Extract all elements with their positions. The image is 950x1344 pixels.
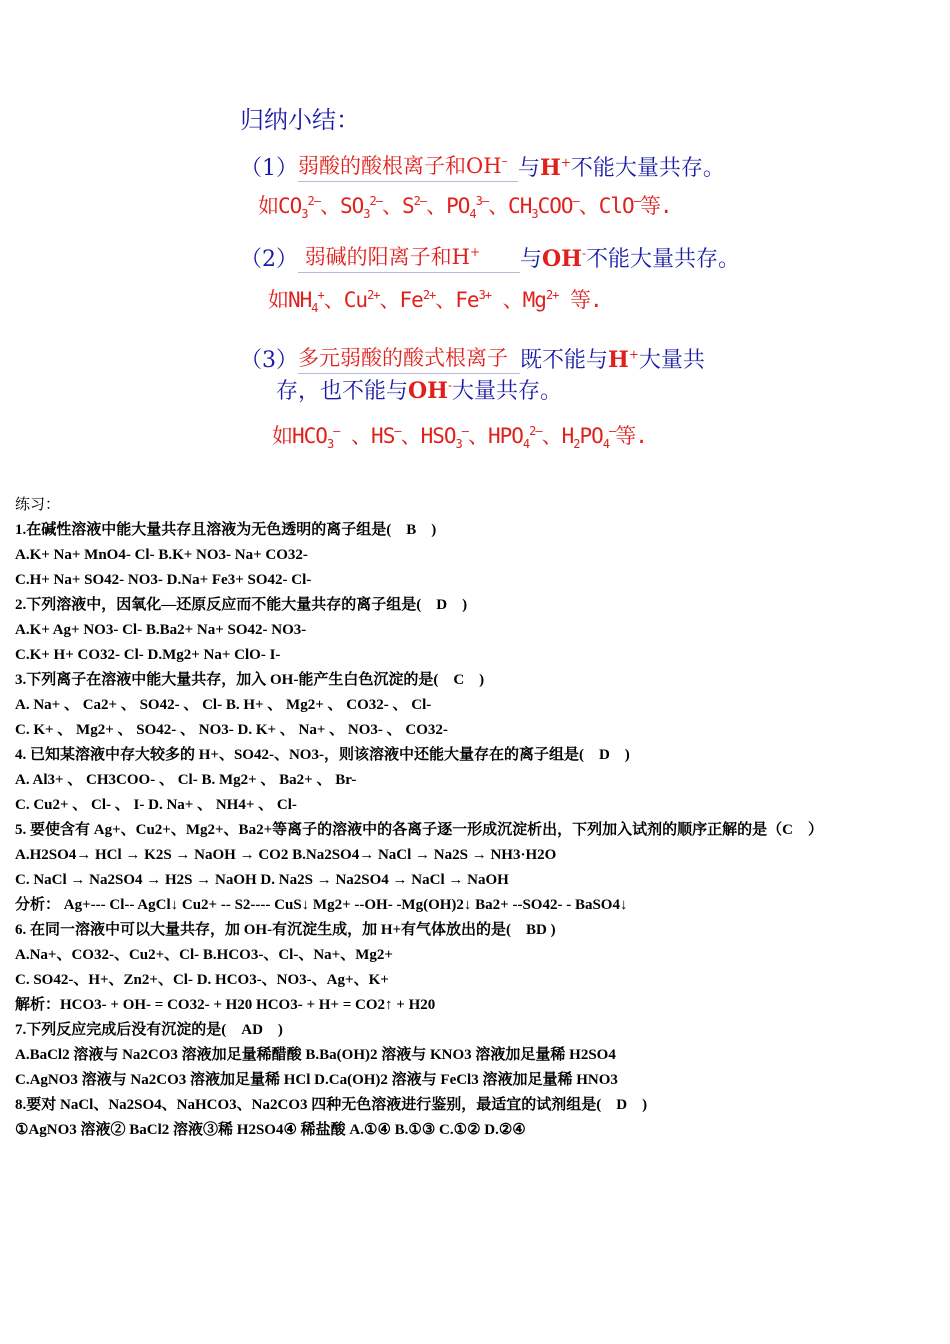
fill-blank-answer: 弱酸的酸根离子和OH–: [298, 146, 518, 182]
practice-line: 6. 在同一溶液中可以大量共存，加 OH-有沉淀生成，加 H+有气体放出的是( BD ): [15, 922, 556, 938]
summary-item-1: （1）弱酸的酸根离子和OH– 与H+不能大量共存。: [240, 146, 725, 182]
practice-line: C. K+ 、 Mg2+ 、 SO42- 、 NO3- D. K+ 、 Na+ 、 NO3- 、 CO32-: [15, 722, 448, 738]
practice-line: 5. 要使含有 Ag+、Cu2+、Mg2+、Ba2+等离子的溶液中的各离子逐一形成沉淀析出，下列加入试剂的顺序正解的是（C ）: [15, 822, 823, 838]
fill-blank-answer: 多元弱酸的酸式根离子: [298, 343, 520, 374]
summary-title: 归纳小结：: [240, 106, 360, 134]
practice-line: C. NaCl → Na2SO4 → H2S → NaOH D. Na2S → Na2SO4 → NaCl → NaOH: [15, 872, 509, 888]
practice-line: 3.下列离子在溶液中能大量共存，加入 OH-能产生白色沉淀的是( C ): [15, 672, 485, 688]
practice-line: A. Al3+ 、 CH3COO- 、 Cl- B. Mg2+ 、 Ba2+ 、 Br-: [15, 772, 357, 788]
practice-line: A.K+ Na+ MnO4- Cl- B.K+ NO3- Na+ CO32-: [15, 547, 308, 563]
practice-line: 分析： Ag+--- Cl-- AgCl↓ Cu2+ -- S2---- CuS↓ Mg2+ --OH- -Mg(OH)2↓ Ba2+ --SO42- - BaSO4↓: [15, 897, 628, 913]
item-number: （2）: [240, 247, 298, 272]
practice-line: 7.下列反应完成后没有沉淀的是( AD ): [15, 1022, 283, 1038]
practice-line: A.H2SO4→ HCl → K2S → NaOH → CO2 B.Na2SO4→ NaCl → Na2S → NH3·H2O: [15, 847, 557, 863]
practice-line: 8.要对 NaCl、Na2SO4、NaHCO3、Na2CO3 四种无色溶液进行鉴别，最适宜的试剂组是( D ): [15, 1097, 648, 1113]
fill-blank-answer: 弱碱的阳离子和H+: [298, 237, 520, 273]
summary-item-2: （2） 弱碱的阳离子和H+ 与OH-不能大量共存。: [240, 237, 740, 273]
practice-section: [15, 493, 935, 1143]
summary-example-3: 如$HCO_3^-$ 、HS–、$HSO_3^-$、$HPO_4^{2-}$、$H_2PO_4^-$等.: [272, 424, 647, 452]
practice-line: C. Cu2+ 、 Cl- 、 I- D. Na+ 、 NH4+ 、 Cl-: [15, 797, 297, 813]
practice-line: C.AgNO3 溶液与 Na2CO3 溶液加足量稀 HCl D.Ca(OH)2 溶液与 FeCl3 溶液加足量稀 HNO3: [15, 1072, 618, 1088]
practice-line: 2.下列溶液中，因氧化—还原反应而不能大量共存的离子组是( D ): [15, 597, 468, 613]
practice-line: A.Na+、CO32-、Cu2+、Cl- B.HCO3-、Cl-、Na+、Mg2+: [15, 947, 393, 963]
practice-line: A.BaCl2 溶液与 Na2CO3 溶液加足量稀醋酸 B.Ba(OH)2 溶液与 KNO3 溶液加足量稀 H2SO4: [15, 1047, 616, 1063]
practice-line: ①AgNO3 溶液② BaCl2 溶液③稀 H2SO4④ 稀盐酸 A.①④ B.①③ C.①② D.②④: [15, 1122, 526, 1138]
practice-line: 4. 已知某溶液中存大较多的 H+、SO42-、NO3-，则该溶液中还能大量存在的离子组是( D ): [15, 747, 630, 763]
practice-line: C. SO42-、H+、Zn2+、Cl- D. HCO3-、NO3-、Ag+、K+: [15, 972, 389, 988]
practice-line: A.K+ Ag+ NO3- Cl- B.Ba2+ Na+ SO42- NO3-: [15, 622, 307, 638]
summary-item-3-continued: 存，也不能与OH-大量共存。: [276, 378, 563, 404]
practice-heading: 练习：: [15, 497, 61, 513]
practice-line: C.H+ Na+ SO42- NO3- D.Na+ Fe3+ SO42- Cl-: [15, 572, 312, 588]
practice-line: A. Na+ 、 Ca2+ 、 SO42- 、 Cl- B. H+ 、 Mg2+ 、 CO32- 、 Cl-: [15, 697, 432, 713]
summary-item-3: （3）多元弱酸的酸式根离子 既不能与H+大量共: [240, 343, 705, 374]
item-number: （1）: [240, 156, 298, 181]
practice-line: 1.在碱性溶液中能大量共存且溶液为无色透明的离子组是( B ): [15, 522, 437, 538]
item-number: （3）: [240, 348, 298, 373]
practice-line: 解析：HCO3- + OH- = CO32- + H20 HCO3- + H+ = CO2↑ + H20: [15, 997, 436, 1013]
summary-example-2: 如$NH_4^+$、$Cu^{2+}$、$Fe^{2+}$、$Fe^{3+}$ 、$Mg^{2+}$ 等.: [268, 288, 602, 316]
summary-example-1: 如$CO_3^{2-}$、$SO_3^{2-}$、$S^{2-}$、$PO_4^{3-}$、$CH_3COO^-$、ClO–等.: [258, 194, 672, 222]
practice-line: C.K+ H+ CO32- Cl- D.Mg2+ Na+ ClO- I-: [15, 647, 281, 663]
